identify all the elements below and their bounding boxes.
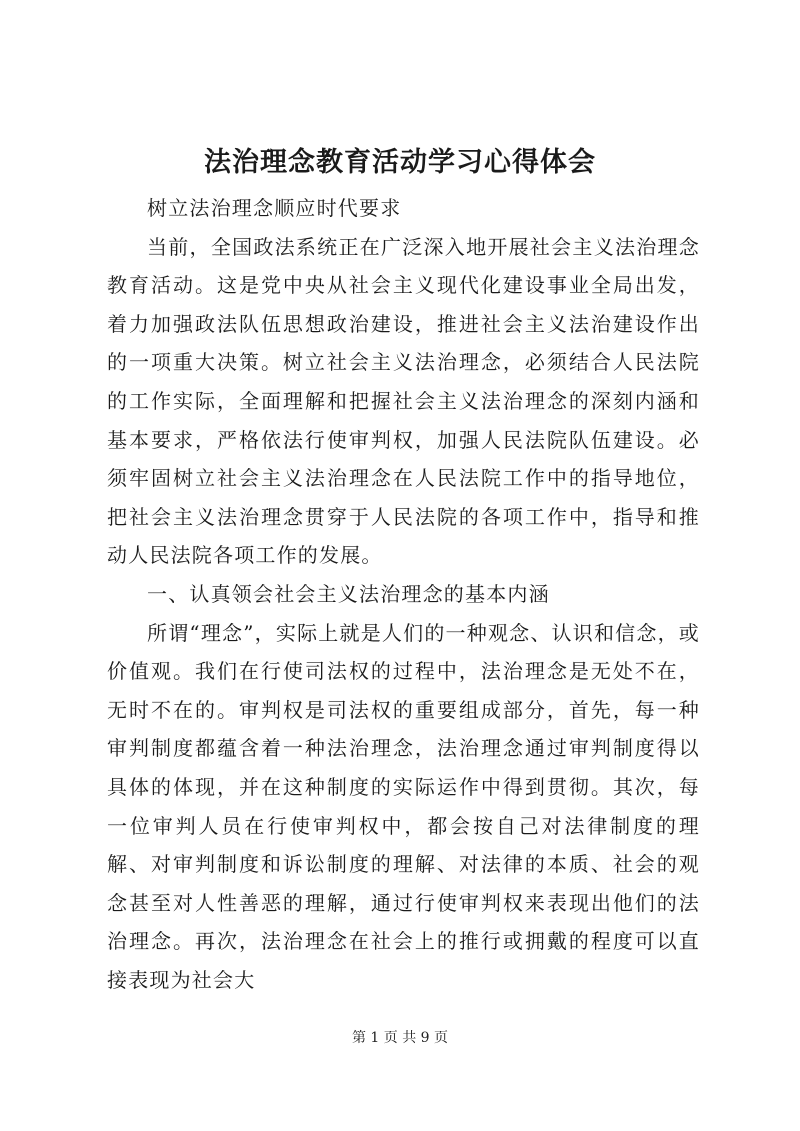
section-heading: 一、认真领会社会主义法治理念的基本内涵: [147, 581, 550, 606]
body-paragraph: 所谓“理念”，实际上就是人们的一种观念、认识和信念，或价值观。我们在行使司法权的过程中，法治理念是无处不在，无时不在的。审判权是司法权的重要组成部分，首先，每一种审判制度都蕴含着一种法治理念，法治理念通过审判制度得以具体的体现，并在这种制度的实际运作中得到贯彻。其次，每一位审判人员在行使审判权中，都会按自己对法律制度的理解、对审判制度和诉讼制度的理解、对法律的本质、社会的观念甚至对人性善恶的理解，通过行使审判权来表现出他们的法治理念。再次，法治理念在社会上的推行或拥戴的程度可以直接表现为社会大: [107, 620, 700, 992]
document-body: [107, 189, 700, 999]
page-footer: 第 1 页 共 9 页: [351, 1030, 449, 1046]
document-title: 法治理念教育活动学习心得体会: [204, 147, 596, 178]
body-paragraph: 当前，全国政法系统正在广泛深入地开展社会主义法治理念教育活动。这是党中央从社会主义现代化建设事业全局出发，着力加强政法队伍思想政治建设，推进社会主义法治建设作出的一项重大决策。树立社会主义法治理念，必须结合人民法院的工作实际，全面理解和把握社会主义法治理念的深刻内涵和基本要求，严格依法行使审判权，加强人民法院队伍建设。必须牢固树立社会主义法治理念在人民法院工作中的指导地位，把社会主义法治理念贯穿于人民法院的各项工作中，指导和推动人民法院各项工作的发展。: [107, 234, 700, 568]
section-heading: 树立法治理念顺应时代要求: [147, 196, 402, 220]
